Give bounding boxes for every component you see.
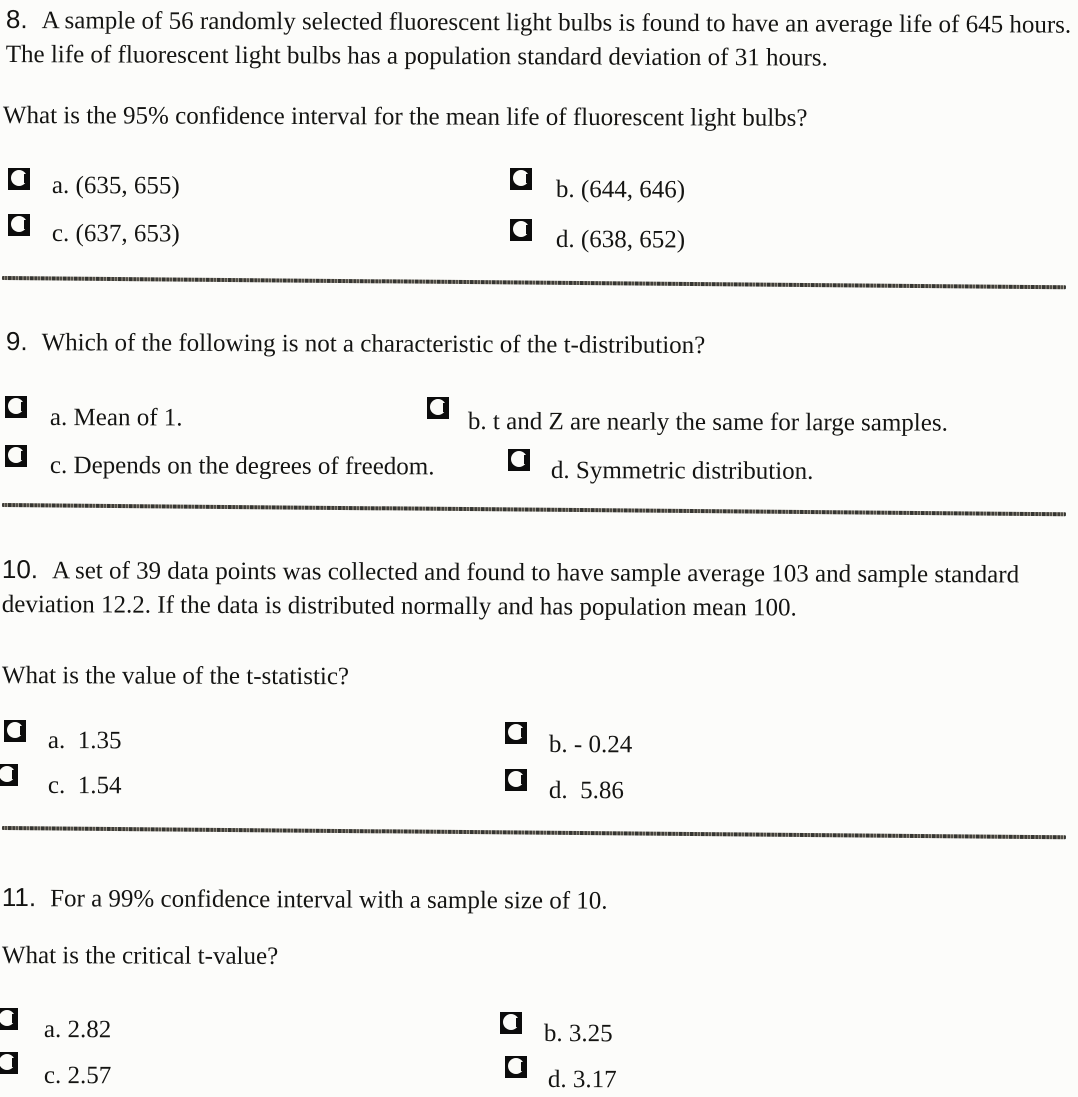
checkbox-icon <box>0 1052 18 1074</box>
question-9-body: Which of the following is not a characteristic of the t-distribution? <box>41 329 706 360</box>
q8-option-a-label: a. (635, 655) <box>51 172 180 200</box>
q11-option-c-label: c. 2.57 <box>43 1062 112 1090</box>
section-divider <box>2 503 1066 516</box>
q11-option-b-checkbox[interactable] <box>500 1012 522 1034</box>
question-9-text <box>6 324 1078 365</box>
q11-option-b-label: b. 3.25 <box>543 1020 613 1048</box>
checkbox-icon <box>427 397 449 419</box>
question-8-body: A sample of 56 randomly selected fluorescent light bulbs is found to have an average life of 645 hours. The life of fluorescent light bulbs has a population standard deviation of 31 hours. <box>5 7 1072 72</box>
question-11-body: For a 99% confidence interval with a sample size of 10. <box>50 885 608 915</box>
q8-option-d-checkbox[interactable] <box>510 219 532 241</box>
q10-option-c-label: c. 1.54 <box>47 772 122 800</box>
question-11-prompt: What is the critical t-value? <box>1 942 279 970</box>
checkbox-icon <box>505 1056 527 1078</box>
question-9-number: 9. <box>5 325 28 357</box>
q8-option-d-label: d. (638, 652) <box>555 226 686 254</box>
q8-option-c-checkbox[interactable] <box>8 214 30 236</box>
question-10-body: A set of 39 data points was collected and found to have sample average 103 and sample standard deviation 12.2. If the data is distributed normally and has population mean 100. <box>1 557 1020 622</box>
q9-option-a-checkbox[interactable] <box>5 396 27 418</box>
q10-option-b-label: b. - 0.24 <box>548 731 633 759</box>
q9-option-b-label: b. t and Z are nearly the same for large samples. <box>467 408 948 437</box>
checkbox-icon <box>5 396 27 418</box>
checkbox-icon <box>4 720 26 742</box>
q11-option-a-checkbox[interactable] <box>0 1008 18 1030</box>
q10-option-d-checkbox[interactable] <box>505 769 527 791</box>
q8-option-b-label: b. (644, 646) <box>555 176 686 204</box>
question-11-number: 11. <box>1 882 37 913</box>
checkbox-icon <box>0 764 18 786</box>
q9-option-a-label: a. Mean of 1. <box>49 404 183 432</box>
question-11-text <box>2 880 1076 921</box>
checkbox-icon <box>505 722 527 744</box>
checkbox-icon <box>8 168 30 190</box>
checkbox-icon <box>505 769 527 791</box>
checkbox-icon <box>510 219 532 241</box>
q11-option-d-label: d. 3.17 <box>547 1066 617 1094</box>
question-10-prompt: What is the value of the t-statistic? <box>1 662 350 691</box>
question-8-text <box>6 2 1078 77</box>
q8-option-b-checkbox[interactable] <box>510 168 532 190</box>
q9-option-c-label: c. Depends on the degrees of freedom. <box>49 452 435 481</box>
checkbox-icon <box>8 214 30 236</box>
checkbox-icon <box>5 445 27 467</box>
checkbox-icon <box>508 449 530 471</box>
q10-option-a-label: a. 1.35 <box>47 727 122 755</box>
q11-option-c-checkbox[interactable] <box>0 1052 18 1074</box>
q10-option-b-checkbox[interactable] <box>505 722 527 744</box>
checkbox-icon <box>0 1008 18 1030</box>
checkbox-icon <box>500 1012 522 1034</box>
q8-option-c-label: c. (637, 653) <box>51 220 180 248</box>
section-divider <box>2 826 1066 839</box>
question-8-number: 8. <box>5 3 28 35</box>
q9-option-c-checkbox[interactable] <box>5 445 27 467</box>
q9-option-b-checkbox[interactable] <box>427 397 449 419</box>
q9-option-d-checkbox[interactable] <box>508 449 530 471</box>
q9-option-d-label: d. Symmetric distribution. <box>550 457 814 485</box>
q10-option-a-checkbox[interactable] <box>4 720 26 742</box>
section-divider <box>2 276 1066 289</box>
q10-option-c-checkbox[interactable] <box>0 764 18 786</box>
q8-option-a-checkbox[interactable] <box>8 168 30 190</box>
question-8-prompt: What is the 95% confidence interval for the mean life of fluorescent light bulbs? <box>2 101 808 132</box>
question-10-text <box>2 552 1076 627</box>
q11-option-a-label: a. 2.82 <box>43 1016 112 1044</box>
checkbox-icon <box>510 168 532 190</box>
question-10-number: 10. <box>1 554 39 585</box>
q11-option-d-checkbox[interactable] <box>505 1056 527 1078</box>
q10-option-d-label: d. 5.86 <box>548 777 624 805</box>
